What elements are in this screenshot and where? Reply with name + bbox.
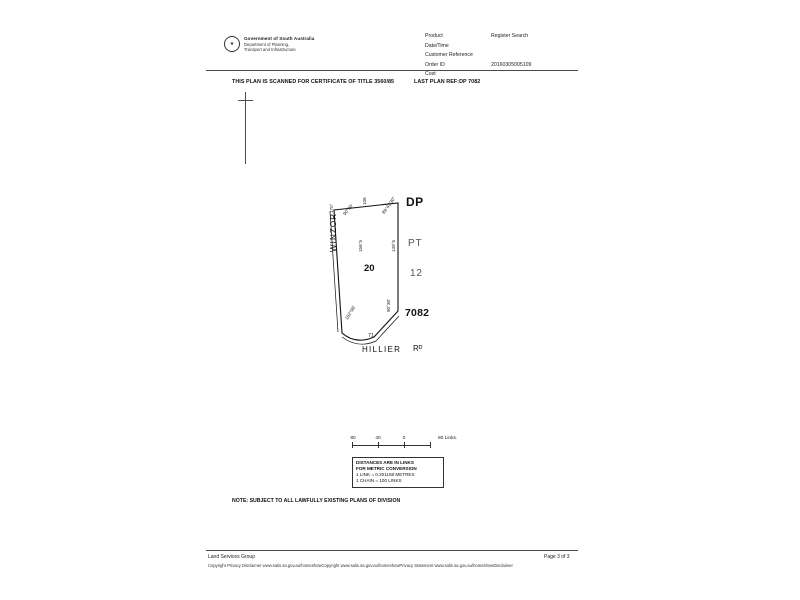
plan-number-label: 7082 — [405, 307, 430, 319]
metadata-label: Customer Reference — [425, 52, 473, 59]
dimension-bottom-chord: 71 — [368, 333, 374, 339]
dimension-right-side: 149°5 — [391, 239, 396, 252]
last-plan-reference: LAST PLAN REF:DP 7082 — [414, 79, 481, 85]
scale-unit-label: 80 Links. — [438, 436, 458, 441]
lot-number-label: 20 — [364, 263, 375, 274]
dimension-top-right-bearing: 89°43'30" — [381, 195, 397, 215]
metadata-label: Order ID — [425, 61, 445, 68]
street-suffix-road: Rᴰ — [413, 344, 423, 353]
metadata-row — [425, 32, 531, 42]
metadata-row — [425, 61, 531, 71]
metadata-value: 20160305005109 — [491, 61, 532, 68]
scale-bar — [350, 436, 458, 450]
dimension-left-side: 156°5 — [358, 239, 363, 252]
scale-bar-line — [352, 445, 430, 446]
dimension-top-left-chord: 90°30' — [342, 203, 355, 217]
metadata-label: Product — [425, 33, 443, 39]
hillier-road-boundary — [342, 316, 399, 344]
metadata-label: Cost — [425, 71, 436, 78]
street-name-hillier: HILLIER — [362, 345, 402, 354]
search-metadata — [425, 32, 531, 80]
conversion-line-4: 1 CHAIN = 100 LINKS — [356, 478, 402, 483]
street-name-winzor: WINZOR — [329, 212, 338, 252]
metadata-label: Date/Time — [425, 42, 449, 49]
agency-dept-line-2: Transport and Infrastructure — [244, 46, 296, 52]
metric-conversion-box — [352, 457, 444, 488]
footer-links[interactable]: Copyright Privacy Disclaimer www.salis.sa.gov.au/homeshowCopyright www.salis.sa.gov.au/homeshowPrivacy Statement www.salis.sa.gov.au/homeshowDisclaimer — [208, 562, 513, 568]
scale-tick — [404, 442, 405, 448]
conversion-line-2: FOR METRIC CONVERSION — [356, 466, 417, 471]
dimension-top-left-bearing: 170° — [329, 203, 334, 213]
division-note: NOTE: SUBJECT TO ALL LAWFULLY EXISTING PLANS OF DIVISION — [232, 498, 401, 504]
scale-tick — [352, 442, 353, 448]
scale-label: 0 — [402, 436, 406, 441]
part-label: PT — [408, 238, 423, 249]
agency-name: Government of South Australia — [244, 36, 315, 41]
metadata-row — [425, 51, 531, 61]
scale-label: 80 — [350, 436, 356, 441]
scale-label: 40 — [375, 436, 381, 441]
footer-left — [208, 554, 513, 569]
footer-page-number: Page 3 of 3 — [544, 554, 570, 560]
registration-mark-horizontal — [238, 100, 253, 101]
scan-certificate-note: THIS PLAN IS SCANNED FOR CERTIFICATE OF TITLE 3560/85 — [232, 79, 395, 85]
metadata-row — [425, 42, 531, 52]
agency-text — [244, 36, 314, 52]
dimension-top-mid: 106 — [362, 197, 367, 205]
footer-divider — [206, 550, 578, 551]
dimension-bottom-right-bearing: 90°30' — [386, 299, 391, 312]
scale-tick — [378, 442, 379, 448]
agency-logo — [224, 36, 314, 52]
plan-type-label: DP — [406, 195, 424, 209]
metadata-value: Register Search — [491, 33, 529, 39]
conversion-line-1: DISTANCES ARE IN LINKS — [356, 460, 414, 465]
agency-dept-line-1: Department of Planning, — [244, 41, 290, 47]
registration-mark-vertical — [245, 92, 246, 164]
header-divider — [206, 70, 578, 71]
parcel-number-label: 12 — [410, 268, 423, 279]
scale-tick — [430, 442, 431, 448]
dimension-bottom-left-bearing: 182°08' — [344, 304, 357, 321]
government-crest-icon: ★ — [224, 36, 240, 52]
conversion-line-3: 1 LINK = 0.201168 METRES — [356, 472, 415, 477]
footer-org: Land Services Group — [208, 554, 255, 560]
